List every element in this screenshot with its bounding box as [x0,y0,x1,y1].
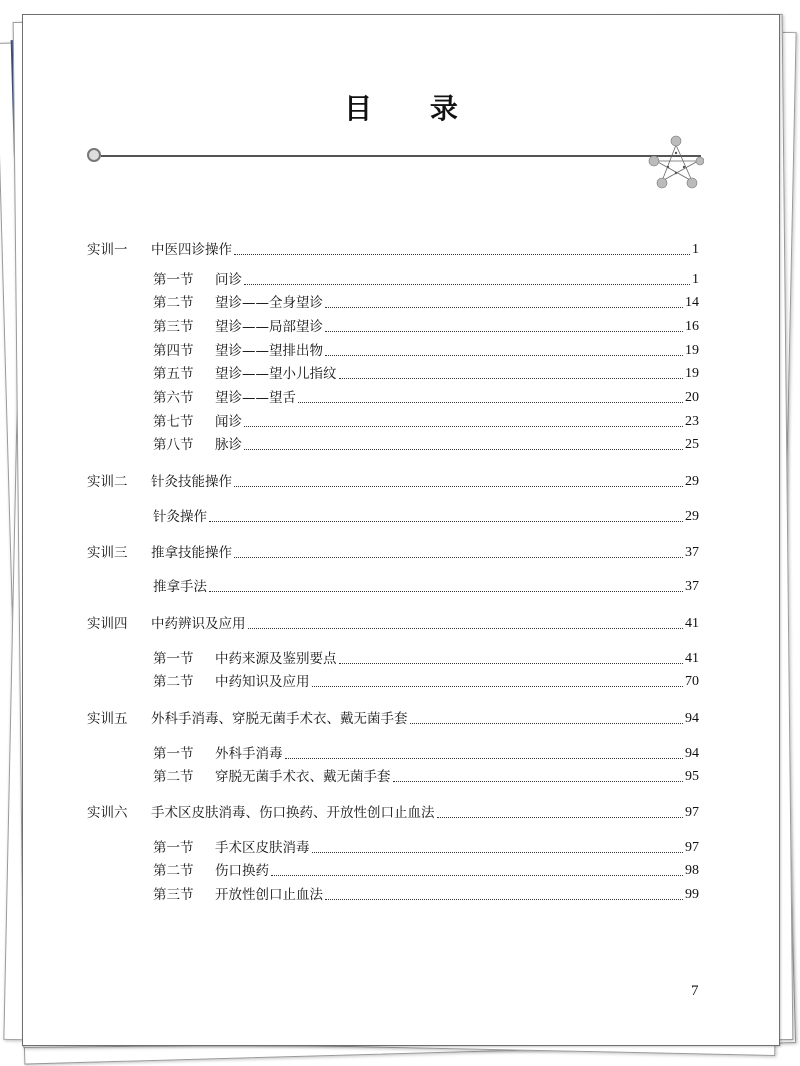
toc-dot-leader [209,590,683,592]
toc-page-number: 1 [692,272,699,287]
toc-page-number: 29 [685,509,699,524]
toc-dot-leader [437,816,684,818]
toc-entry-number: 实训六 [87,805,128,821]
toc-section-row[interactable] [153,387,699,407]
toc-section-row[interactable] [153,671,699,691]
toc-entry-number: 实训四 [87,616,128,632]
page-title: 目 录 [344,92,482,125]
toc-entry-title: 中药知识及应用 [215,674,310,690]
toc-entry-label [153,673,310,691]
toc-entry-label [87,615,246,633]
page-number: 7 [691,983,699,999]
toc-section-row[interactable] [153,434,699,454]
toc-dot-leader [234,485,683,487]
toc-entry-number: 第二节 [153,769,194,785]
toc-page-number: 95 [685,769,699,784]
toc-chapter-row[interactable] [87,471,699,491]
toc-dot-leader [234,556,683,558]
toc-entry-title: 手术区皮肤消毒、伤口换药、开放性创口止血法 [151,805,435,821]
toc-entry-label [153,413,242,431]
toc-dot-leader [234,253,690,255]
toc-section-row[interactable] [153,316,699,336]
toc-entry-title: 伤口换药 [215,863,269,879]
toc-entry-title: 推拿手法 [153,579,207,595]
toc-entry-number: 第二节 [153,674,194,690]
toc-entry-number: 第三节 [153,319,194,335]
toc-section-row[interactable] [153,648,699,668]
toc-page-number: 29 [685,474,699,489]
toc-entry-title: 中药辨识及应用 [151,616,246,632]
toc-page-number: 19 [685,366,699,381]
toc-entry-title: 外科手消毒、穿脱无菌手术衣、戴无菌手套 [151,711,408,727]
toc-dot-leader [285,757,684,759]
toc-entry-label [153,294,323,312]
toc-page-number: 25 [685,437,699,452]
toc-page-number: 23 [685,414,699,429]
toc-chapter-row[interactable] [87,802,699,822]
toc-chapter-row[interactable] [87,239,699,259]
toc-entry-number: 第七节 [153,414,194,430]
toc-entry-label [153,862,269,880]
toc-page-number: 37 [685,545,699,560]
star-ornament-icon [648,127,704,191]
toc-page-number: 1 [692,242,699,257]
toc-entry-number: 第一节 [153,272,194,288]
toc-dot-leader [209,520,683,522]
toc-entry-title: 外科手消毒 [215,746,283,762]
toc-entry-number: 第二节 [153,863,194,879]
toc-entry-title: 望诊——局部望诊 [215,319,323,335]
toc-entry-number: 第四节 [153,343,194,359]
toc-entry-title: 中药来源及鉴别要点 [215,651,337,667]
toc-entry-label [153,886,323,904]
toc-entry-number: 实训一 [87,242,128,258]
toc-section-row[interactable] [153,860,699,880]
toc-entry-title: 开放性创口止血法 [215,887,323,903]
toc-entry-number: 第一节 [153,746,194,762]
toc-section-row[interactable] [153,743,699,763]
toc-entry-title: 闻诊 [215,414,242,430]
toc-section-row[interactable] [153,411,699,431]
toc-dot-leader [393,780,684,782]
toc-entry-number: 实训五 [87,711,128,727]
toc-dot-leader [325,330,683,332]
toc-page-number: 94 [685,746,699,761]
toc-chapter-row[interactable] [87,708,699,728]
toc-dot-leader [312,685,684,687]
toc-entry-label [153,508,207,526]
toc-page-number: 14 [685,295,699,310]
toc-page-number: 37 [685,579,699,594]
toc-section-row[interactable] [153,292,699,312]
toc-section-row[interactable] [153,340,699,360]
toc-entry-number: 第五节 [153,366,194,382]
toc-entry-label [87,804,435,822]
toc-entry-label [153,839,310,857]
toc-dot-leader [312,851,684,853]
toc-page-number: 99 [685,887,699,902]
toc-page-number: 97 [685,805,699,820]
toc-dot-leader [410,722,684,724]
toc-entry-title: 针灸操作 [153,509,207,525]
toc-dot-leader [325,306,683,308]
toc-page-number: 16 [685,319,699,334]
toc-section-row[interactable] [153,576,699,596]
toc-entry-label [153,436,242,454]
toc-dot-leader [244,283,690,285]
toc-entry-label [153,271,242,289]
toc-entry-title: 望诊——全身望诊 [215,295,323,311]
toc-dot-leader [298,401,683,403]
toc-chapter-row[interactable] [87,542,699,562]
toc-section-row[interactable] [153,506,699,526]
toc-entry-label [153,389,296,407]
toc-dot-leader [325,898,683,900]
toc-entry-title: 中医四诊操作 [151,242,232,258]
toc-entry-title: 望诊——望小儿指纹 [215,366,337,382]
toc-entry-number: 第一节 [153,840,194,856]
toc-page [22,14,780,1046]
toc-section-row[interactable] [153,837,699,857]
toc-section-row[interactable] [153,363,699,383]
toc-entry-number: 实训二 [87,474,128,490]
toc-dot-leader [244,425,683,427]
toc-page-number: 19 [685,343,699,358]
toc-page-number: 70 [685,674,699,689]
toc-entry-label [153,745,283,763]
toc-entry-label [153,318,323,336]
toc-dot-leader [339,377,684,379]
toc-entry-title: 手术区皮肤消毒 [215,840,310,856]
toc-entry-label [153,768,391,786]
toc-dot-leader [325,354,683,356]
toc-chapter-row[interactable] [87,613,699,633]
toc-dot-leader [244,448,683,450]
toc-entry-title: 望诊——望舌 [215,390,296,406]
toc-section-row[interactable] [153,269,699,289]
toc-section-row[interactable] [153,884,699,904]
toc-entry-title: 脉诊 [215,437,242,453]
toc-entry-title: 针灸技能操作 [151,474,232,490]
toc-page-number: 94 [685,711,699,726]
toc-page-number: 98 [685,863,699,878]
toc-section-row[interactable] [153,766,699,786]
toc-entry-number: 第六节 [153,390,194,406]
toc-entry-label [87,473,232,491]
toc-entry-label [87,544,232,562]
toc-entry-title: 推拿技能操作 [151,545,232,561]
rule-knob-icon [87,148,101,162]
toc-entry-label [87,241,232,259]
toc-entry-label [153,650,337,668]
toc-entry-number: 第八节 [153,437,194,453]
toc-entry-number: 第二节 [153,295,194,311]
title-rule [101,155,701,157]
toc-entry-title: 望诊——望排出物 [215,343,323,359]
toc-dot-leader [248,627,684,629]
toc-entry-label [153,578,207,596]
toc-page-number: 97 [685,840,699,855]
toc-entry-number: 第一节 [153,651,194,667]
toc-entry-number: 第三节 [153,887,194,903]
toc-entry-label [153,342,323,360]
toc-page-number: 41 [685,616,699,631]
toc-dot-leader [271,874,683,876]
toc-entry-title: 问诊 [215,272,242,288]
toc-page-number: 41 [685,651,699,666]
toc-entry-number: 实训三 [87,545,128,561]
toc-page-number: 20 [685,390,699,405]
toc-entry-label [87,710,408,728]
toc-dot-leader [339,662,684,664]
toc-entry-label [153,365,337,383]
toc-entry-title: 穿脱无菌手术衣、戴无菌手套 [215,769,391,785]
